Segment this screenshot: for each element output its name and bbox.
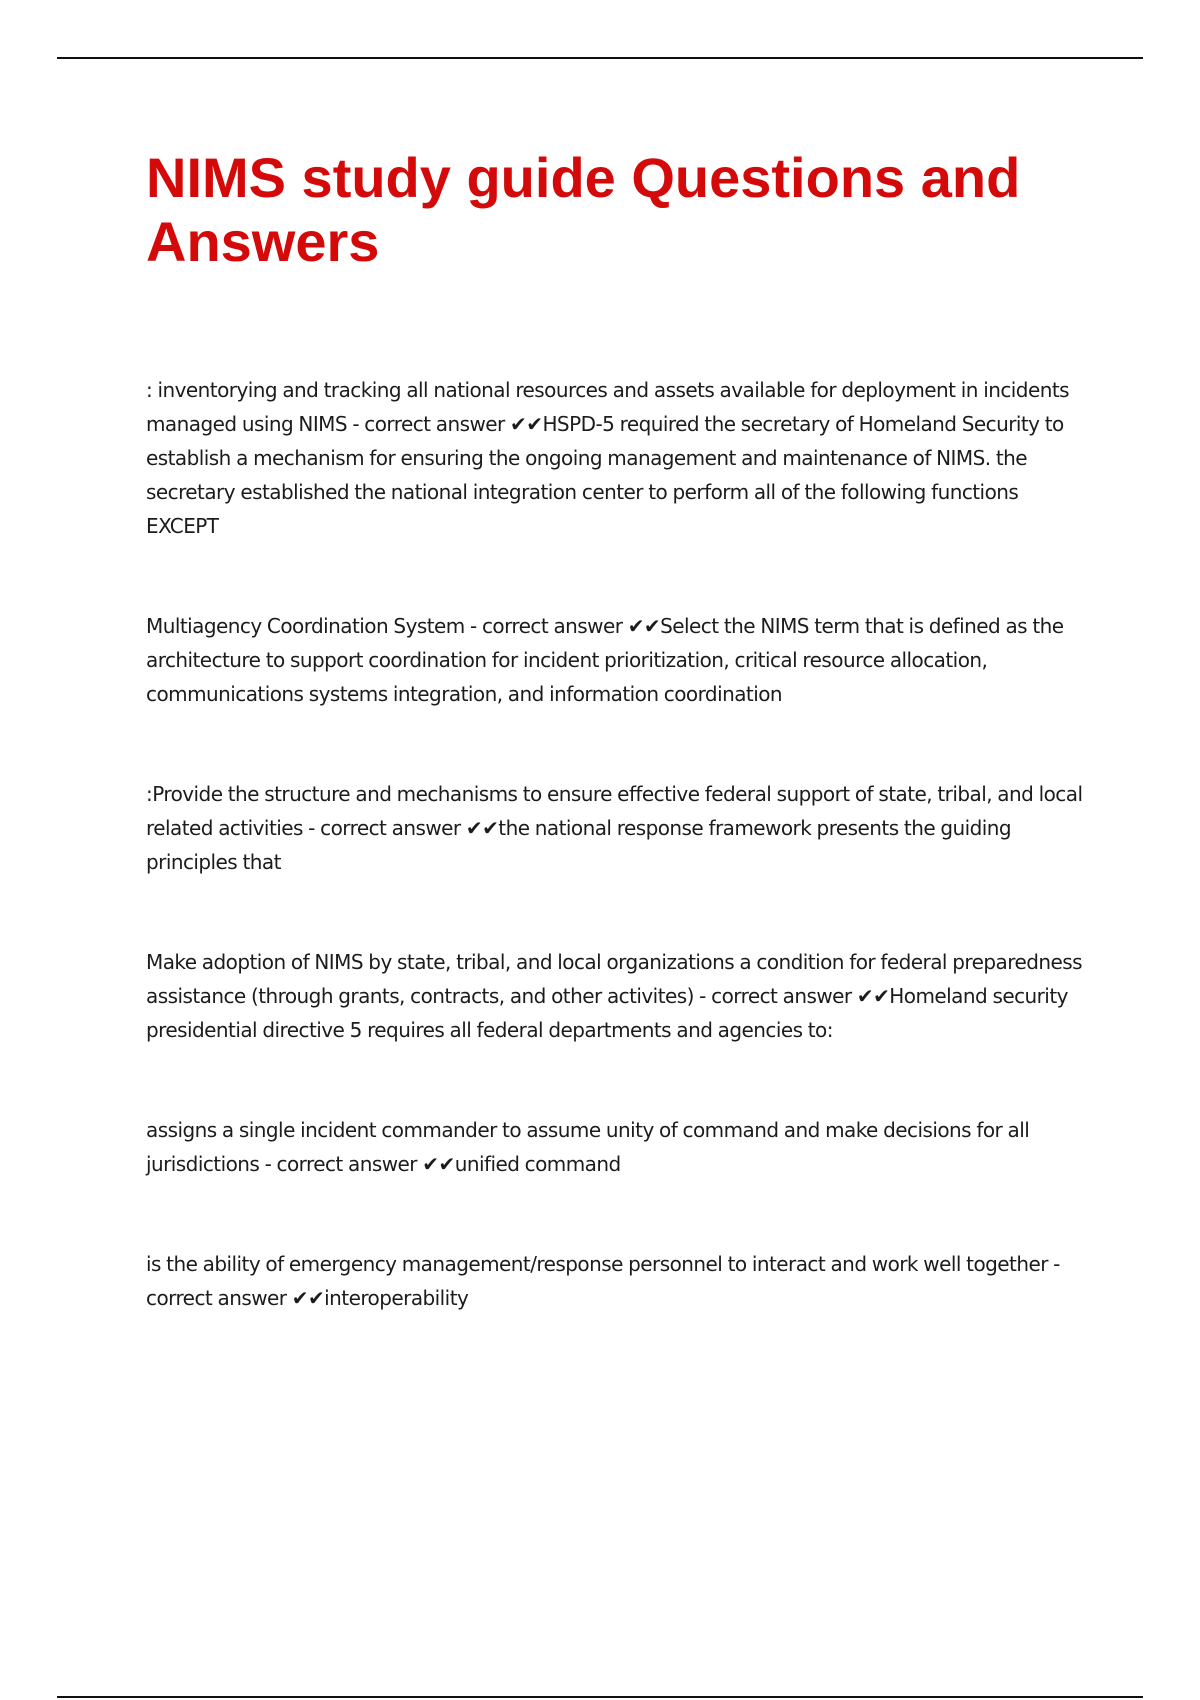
page-title: NIMS study guide Questions and Answers	[146, 146, 1021, 273]
qa-item: is the ability of emergency management/response personnel to interact and work well together - correct answer ✔✔interoperability	[146, 1252, 1060, 1310]
qa-item: assigns a single incident commander to assume unity of command and make decisions for all jurisdictions - correct answer ✔✔unified command	[146, 1118, 1030, 1176]
qa-item: Make adoption of NIMS by state, tribal, and local organizations a condition for federal preparedness assistance (through grants, contracts, and other activites) - correct answer ✔✔Homeland security presidential directive 5 requires all federal departments and agencies to:	[146, 950, 1082, 1042]
header-rule	[57, 57, 1143, 59]
qa-item: : inventorying and tracking all national resources and assets available for deployment in incidents managed using NIMS - correct answer ✔✔HSPD-5 required the secretary of Homeland Security to establish a mechanism for ensuring the ongoing management and maintenance of NIMS. the secretary established the national integration center to perform all of the following functions EXCEPT	[146, 378, 1069, 538]
qa-item: Multiagency Coordination System - correct answer ✔✔Select the NIMS term that is defined as the architecture to support coordination for incident prioritization, critical resource allocation, communications systems integration, and information coordination	[146, 614, 1064, 706]
qa-item: :Provide the structure and mechanisms to ensure effective federal support of state, tribal, and local related activities - correct answer ✔✔the national response framework presents the guiding principles that	[146, 782, 1083, 874]
footer-rule	[57, 1696, 1143, 1698]
qa-list	[146, 373, 1096, 1381]
